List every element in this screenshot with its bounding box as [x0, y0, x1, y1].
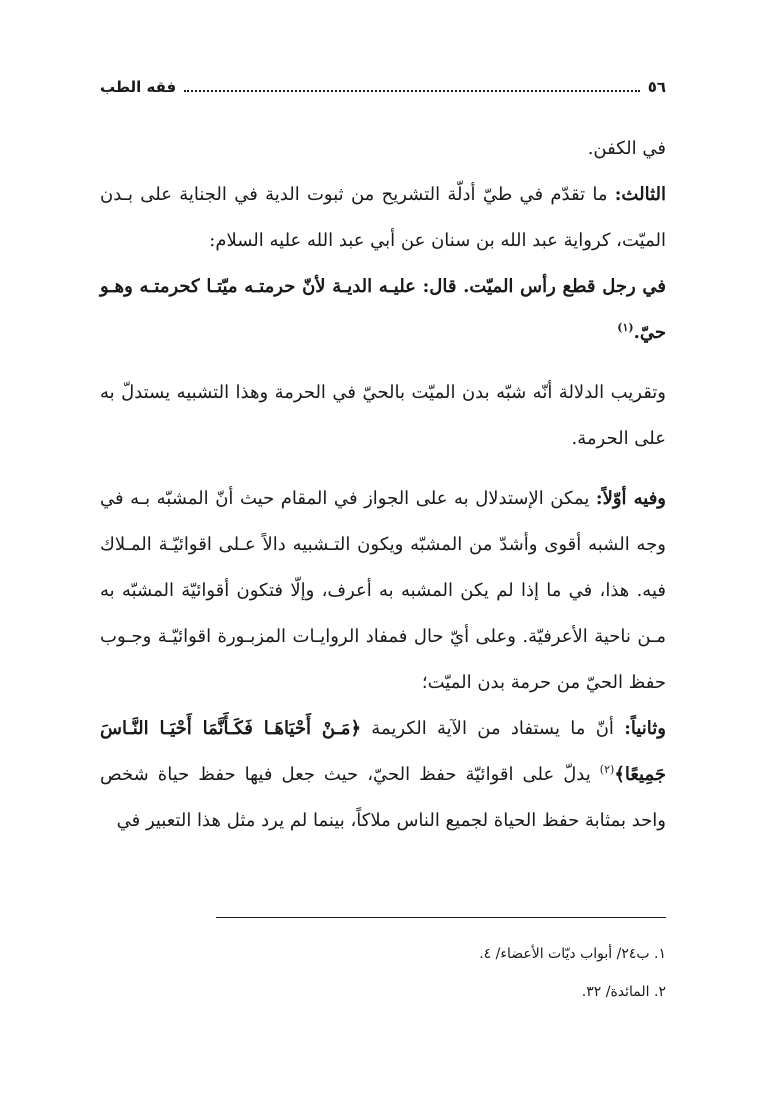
page-number: ٥٦ [647, 78, 666, 96]
paragraph-inference [100, 370, 666, 462]
paragraph-second-objection [100, 706, 666, 844]
footnote-item: ٢. المائدة/ ٣٢. [581, 984, 666, 1000]
paragraph-text: وتقريب الدلالة أنّه شبّه بدن الميّت بالحيّ في الحرمة وهذا التشبيه يستدلّ به على الحرمة. [100, 382, 666, 449]
footnote-ref-1: (١) [617, 321, 634, 334]
quote-text: في رجل قطع رأس الميّت. قال: عليـه الديـة لأنّ حرمتـه ميّتـا كحرمتـه وهـو حيّ. [100, 276, 666, 343]
paragraph-lead: الثالث: [614, 184, 666, 205]
paragraph-text: ما تقدّم في طيّ أدلّة التشريح من ثبوت الدية في الجناية على بـدن الميّت، كرواية عبد الله بن سنان عن أبي عبد الله عليه السلام: [100, 184, 666, 251]
narration-quote [100, 264, 666, 356]
paragraph-text: يدلّ على اقوائيّة حفظ الحيّ، حيث جعل فيها حفظ حياة شخص واحد بمثابة حفظ الحياة لجميع الناس ملاكاً، بينما لم يرد مثل هذا التعبير في [100, 764, 666, 831]
paragraph-lead: وثانياً: [624, 718, 666, 739]
paragraph-lead: وفيه أوّلاً: [595, 488, 666, 509]
page [100, 78, 666, 844]
paragraph-third [100, 172, 666, 264]
footnotes [216, 935, 666, 1011]
paragraph-first-objection [100, 476, 666, 706]
paragraph-continuation [100, 126, 666, 172]
header-dotted-leader [184, 82, 639, 92]
paragraph-text: أنّ ما يستفاد من الآية الكريمة [361, 718, 625, 739]
running-title: فقه الطب [100, 78, 177, 96]
footnote-item: ١. ب٢٤/ أبواب ديّات الأعضاء/ ٤. [479, 946, 666, 962]
paragraph-text: يمكن الإستدلال به على الجواز في المقام حيث أنّ المشبّه بـه في وجه الشبه أقوى وأشدّ من المشبّه ويكون التـشبيه دالاً عـلى اقوائيّـة المـلاك فيه. هذا، في ما إذا لم يكن المشبه به أعرف، وإلّا فتكون أقوائيّة المشبّه به مـن ناحية الأعرفيّة. وعلى أيّ حال فمفاد الروايـات المزبـورة اقوائيّـة وجـوب حفظ الحيّ من حرمة بدن الميّت؛ [100, 488, 666, 693]
body-text [100, 126, 666, 844]
footnote-divider [216, 917, 666, 918]
running-header [100, 78, 666, 108]
footnote-ref-2: (٢) [599, 763, 615, 776]
paragraph-text: في الكفن. [587, 138, 666, 159]
quran-verse: ﴿مَـنْ أَحْيَاهَـا فَكَـأَنَّمَا أَحْيَـا النَّـاسَ جَمِيعًا﴾ [100, 718, 666, 785]
